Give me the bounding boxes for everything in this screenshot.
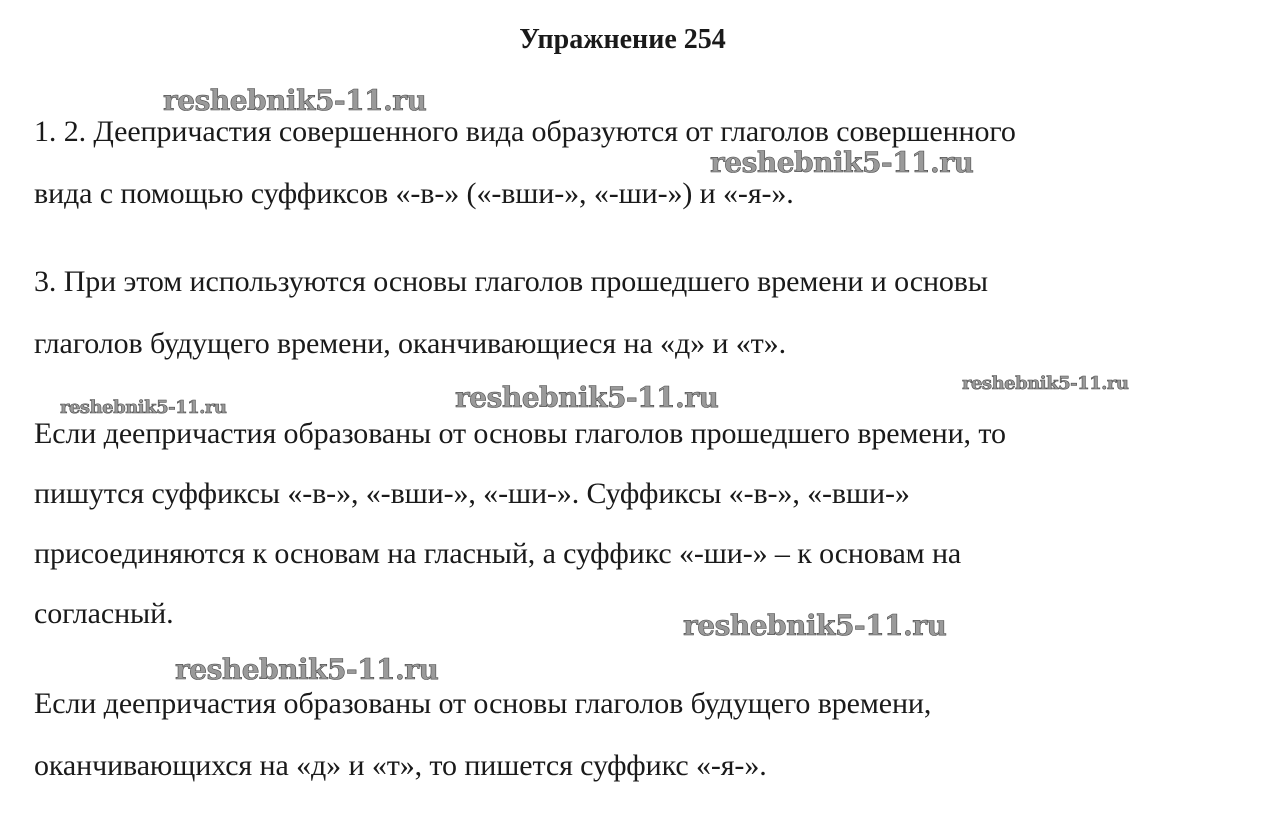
- watermark-5: reshebnik5-11.ru: [455, 381, 719, 414]
- text-line: оканчивающихся на «д» и «т», то пишется суффикс «-я-».: [34, 749, 767, 782]
- watermark-1: reshebnik5-11.ru: [163, 84, 427, 117]
- watermark-2: reshebnik5-11.ru: [710, 146, 974, 179]
- watermark-3: reshebnik5-11.ru: [962, 373, 1129, 394]
- watermark-7: reshebnik5-11.ru: [175, 653, 439, 686]
- watermark-4: reshebnik5-11.ru: [60, 397, 227, 418]
- text-line: пишутся суффиксы «-в-», «-вши-», «-ши-». Суффиксы «-в-», «-вши-»: [34, 477, 910, 510]
- text-line: Если деепричастия образованы от основы глаголов прошедшего времени, то: [34, 417, 1006, 450]
- text-line: 3. При этом используются основы глаголов прошедшего времени и основы: [34, 265, 988, 298]
- text-line: согласный.: [34, 597, 174, 630]
- text-line: вида с помощью суффиксов «-в-» («-вши-», «-ши-») и «-я-».: [34, 177, 794, 210]
- text-line: 1. 2. Деепричастия совершенного вида образуются от глаголов совершенного: [34, 115, 1016, 148]
- exercise-title: Упражнение 254: [519, 24, 726, 55]
- text-line: глаголов будущего времени, оканчивающиеся на «д» и «т».: [34, 327, 786, 360]
- watermark-6: reshebnik5-11.ru: [683, 609, 947, 642]
- text-line: присоединяются к основам на гласный, а суффикс «-ши-» – к основам на: [34, 537, 962, 570]
- text-line: Если деепричастия образованы от основы глаголов будущего времени,: [34, 687, 932, 720]
